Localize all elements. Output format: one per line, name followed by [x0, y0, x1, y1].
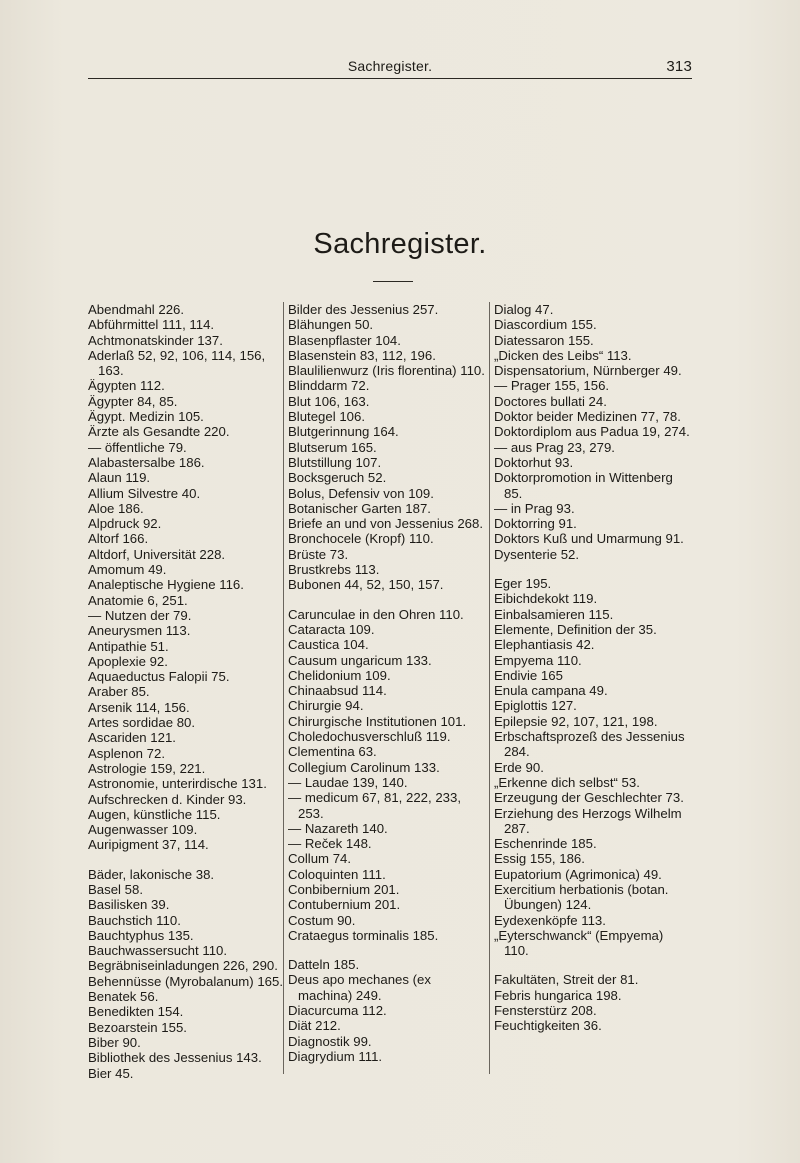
index-entry: Febris hungarica 198. — [494, 987, 622, 1003]
index-entry: Bibliothek des Jessenius 143. — [88, 1050, 262, 1066]
index-entry: Basilisken 39. — [88, 897, 170, 913]
index-entry: Feuchtigkeiten 36. — [494, 1018, 602, 1034]
index-entry: Coloquinten 111. — [288, 866, 386, 882]
column-divider-1 — [283, 302, 284, 1074]
index-entry: Datteln 185. — [288, 957, 360, 973]
index-entry: Causum ungaricum 133. — [288, 652, 432, 668]
letter-group-gap — [494, 562, 690, 576]
index-entry: Collum 74. — [288, 851, 352, 867]
index-entry: Diät 212. — [288, 1018, 341, 1034]
index-entry: Crataegus torminalis 185. — [288, 927, 439, 943]
index-entry: Alaun 119. — [88, 470, 151, 486]
index-entry: — Laudae 139, 140. — [288, 774, 408, 790]
index-entry: Aufschrecken d. Kinder 93. — [88, 791, 247, 807]
index-entry: Begräbniseinladungen 226, 290. — [88, 958, 278, 974]
index-entry: Blutstillung 107. — [288, 454, 382, 470]
index-entry: Exercitium herbationis (botan. Übungen) 124. — [494, 881, 669, 913]
index-entry: Aderlaß 52, 92, 106, 114, 156, 163. — [88, 347, 266, 379]
page-title: Sachregister. — [313, 228, 487, 260]
index-entry: Fensterstürz 208. — [494, 1003, 597, 1019]
index-entry: Altdorf, Universität 228. — [88, 546, 226, 562]
index-entry: Aloe 186. — [88, 500, 144, 516]
index-entry: Augenwasser 109. — [88, 822, 198, 838]
index-entry: — medicum 67, 81, 222, 233, 253. — [288, 790, 462, 821]
index-entry: Artes sordidae 80. — [88, 715, 196, 731]
index-entry: Briefe an und von Jessenius 268. — [288, 516, 484, 532]
index-entry: — in Prag 93. — [494, 500, 575, 516]
index-entry: Blasenstein 83, 112, 196. — [288, 347, 436, 363]
index-entry: Bier 45. — [88, 1065, 134, 1081]
index-entry: Blutegel 106. — [288, 409, 365, 425]
index-entry: Doctores bullati 24. — [494, 393, 607, 409]
column-divider-2 — [489, 302, 490, 1074]
index-entry: Ägypt. Medizin 105. — [88, 409, 204, 425]
index-entry: Bäder, lakonische 38. — [88, 866, 215, 882]
index-entry: Astronomie, unterirdische 131. — [88, 776, 267, 792]
index-entry: Auripigment 37, 114. — [88, 837, 209, 853]
index-entry: Blähungen 50. — [288, 317, 374, 333]
index-entry: Ärzte als Gesandte 220. — [88, 424, 230, 440]
index-entry: Aneurysmen 113. — [88, 623, 191, 639]
index-entry: Doktor beider Medizinen 77, 78. — [494, 409, 681, 425]
index-entry: Blutserum 165. — [288, 439, 377, 455]
index-entry: Bocksgeruch 52. — [288, 470, 387, 486]
index-entry: Altorf 166. — [88, 531, 149, 547]
index-entry: Blut 106, 163. — [288, 393, 370, 409]
index-entry: Asplenon 72. — [88, 745, 165, 761]
letter-group-gap — [88, 853, 284, 867]
index-entry: Chelidonium 109. — [288, 667, 391, 683]
index-entry: Bauchtyphus 135. — [88, 927, 194, 943]
index-entry: Alabastersalbe 186. — [88, 454, 205, 470]
index-entry: Apoplexie 92. — [88, 653, 168, 669]
index-entry: Diacurcuma 112. — [288, 1003, 387, 1019]
index-entry: Bezoarstein 155. — [88, 1019, 187, 1035]
letter-group-gap — [288, 593, 486, 607]
index-entry: Costum 90. — [288, 912, 356, 928]
index-entry: Essig 155, 186. — [494, 851, 585, 867]
index-entry: Aquaeductus Falopii 75. — [88, 669, 230, 685]
index-entry: Araber 85. — [88, 684, 150, 700]
index-entry: Blutgerinnung 164. — [288, 424, 399, 440]
index-entry: Blaulilienwurz (Iris florentina) 110. — [288, 363, 485, 379]
index-entry: Eupatorium (Agrimonica) 49. — [494, 866, 662, 882]
index-entry: Collegium Carolinum 133. — [288, 759, 440, 775]
index-entry: Chirurgische Institutionen 101. — [288, 713, 467, 729]
index-entry: Antipathie 51. — [88, 638, 169, 654]
index-entry: Brüste 73. — [288, 546, 349, 562]
index-entry: — Prager 155, 156. — [494, 378, 610, 394]
index-entry: Eibichdekokt 119. — [494, 591, 598, 607]
index-entry: Caustica 104. — [288, 637, 369, 653]
index-entry: — Reček 148. — [288, 836, 372, 852]
index-entry: Erziehung des Herzogs Wilhelm 287. — [494, 805, 682, 836]
index-entry: Clementina 63. — [288, 744, 377, 760]
index-entry: Bauchwassersucht 110. — [88, 943, 228, 959]
index-entry: Enula campana 49. — [494, 683, 608, 699]
title-rule — [373, 281, 413, 282]
index-entry: Behennüsse (Myrobalanum) 165. — [88, 973, 283, 989]
index-entry: Achtmonatskinder 137. — [88, 332, 223, 348]
letter-group-gap — [494, 958, 690, 972]
index-entry: Conbibernium 201. — [288, 881, 400, 897]
index-entry: Einbalsamieren 115. — [494, 606, 614, 622]
index-entry: Doktordiplom aus Padua 19, 274. — [494, 424, 690, 440]
index-entry: Deus apo mechanes (ex machina) 249. — [288, 972, 431, 1003]
index-entry: Eydexenköpfe 113. — [494, 912, 606, 928]
index-entry: Ascariden 121. — [88, 730, 176, 746]
page-number: 313 — [666, 58, 692, 75]
index-entry: Empyema 110. — [494, 652, 582, 668]
index-entry: Eger 195. — [494, 576, 552, 592]
index-entry: Fakultäten, Streit der 81. — [494, 972, 639, 988]
index-entry: — Nazareth 140. — [288, 820, 388, 836]
index-entry: Astrologie 159, 221. — [88, 760, 206, 776]
index-entry: — Nutzen der 79. — [88, 607, 192, 623]
index-entry: Dispensatorium, Nürnberger 49. — [494, 363, 682, 379]
index-entry: Bilder des Jessenius 257. — [288, 302, 439, 317]
index-entry: Endivie 165 — [494, 667, 563, 683]
index-entry: Dialog 47. — [494, 302, 554, 317]
index-entry: Diascordium 155. — [494, 317, 597, 333]
index-entry: Bronchocele (Kropf) 110. — [288, 531, 434, 547]
index-entry: Brustkrebs 113. — [288, 562, 380, 578]
running-title: Sachregister. — [347, 58, 433, 74]
index-entry: Choledochusverschluß 119. — [288, 729, 451, 745]
index-entry: Erzeugung der Geschlechter 73. — [494, 790, 684, 806]
index-entry: Abendmahl 226. — [88, 302, 185, 317]
index-entry: Cataracta 109. — [288, 621, 375, 637]
index-entry: Epiglottis 127. — [494, 698, 577, 714]
index-entry: Doktorhut 93. — [494, 454, 574, 470]
letter-group-gap — [288, 943, 486, 957]
index-entry: Analeptische Hygiene 116. — [88, 577, 244, 593]
index-entry: Arsenik 114, 156. — [88, 699, 190, 715]
index-entry: Blasenpflaster 104. — [288, 332, 401, 348]
index-entry: — aus Prag 23, 279. — [494, 439, 615, 455]
index-column-3 — [494, 302, 690, 1034]
index-entry: Basel 58. — [88, 881, 143, 897]
index-entry: Carunculae in den Ohren 110. — [288, 606, 464, 622]
index-entry: Chinaabsud 114. — [288, 683, 387, 699]
index-entry: Bubonen 44, 52, 150, 157. — [288, 577, 444, 593]
index-entry: Ägypten 112. — [88, 378, 165, 394]
index-column-1 — [88, 302, 284, 1081]
index-entry: Allium Silvestre 40. — [88, 485, 201, 501]
index-entry: Epilepsie 92, 107, 121, 198. — [494, 713, 658, 729]
index-entry: Doktors Kuß und Umarmung 91. — [494, 531, 684, 547]
index-entry: Erbschaftsprozeß des Jessenius 284. — [494, 729, 685, 760]
index-entry: Diagnostik 99. — [288, 1033, 372, 1049]
index-entry: Elephantiasis 42. — [494, 637, 595, 653]
index-entry: Dysenterie 52. — [494, 546, 580, 562]
index-entry: Bolus, Defensiv von 109. — [288, 485, 434, 501]
header-rule — [88, 78, 692, 79]
running-head — [88, 58, 692, 76]
index-entry: — öffentliche 79. — [88, 439, 187, 455]
index-entry: Ägypter 84, 85. — [88, 393, 178, 409]
index-entry: Diagrydium 111. — [288, 1048, 383, 1064]
index-entry: Anatomie 6, 251. — [88, 592, 188, 608]
index-entry: Amomum 49. — [88, 562, 167, 578]
index-entry: Augen, künstliche 115. — [88, 806, 221, 822]
index-entry: Benedikten 154. — [88, 1004, 184, 1020]
index-entry: Biber 90. — [88, 1034, 141, 1050]
index-entry: Eschenrinde 185. — [494, 836, 597, 852]
index-entry: Blinddarm 72. — [288, 378, 370, 394]
index-entry: Contubernium 201. — [288, 897, 401, 913]
index-entry: „Dicken des Leibs“ 113. — [494, 347, 632, 363]
index-entry: Doktorpromotion in Wittenberg 85. — [494, 470, 673, 501]
index-entry: Elemente, Definition der 35. — [494, 621, 657, 637]
index-entry: Alpdruck 92. — [88, 516, 162, 532]
index-entry: „Erkenne dich selbst“ 53. — [494, 774, 640, 790]
index-entry: Doktorring 91. — [494, 516, 577, 532]
index-entry: Erde 90. — [494, 759, 544, 775]
index-entry: Abführmittel 111, 114. — [88, 317, 215, 333]
index-entry: „Eyterschwanck“ (Empyema) 110. — [494, 927, 664, 959]
index-column-2 — [288, 302, 486, 1064]
index-entry: Chirurgie 94. — [288, 698, 364, 714]
index-entry: Botanischer Garten 187. — [288, 500, 431, 516]
index-entry: Bauchstich 110. — [88, 912, 181, 928]
index-entry: Diatessaron 155. — [494, 332, 594, 348]
index-entry: Benatek 56. — [88, 989, 159, 1005]
